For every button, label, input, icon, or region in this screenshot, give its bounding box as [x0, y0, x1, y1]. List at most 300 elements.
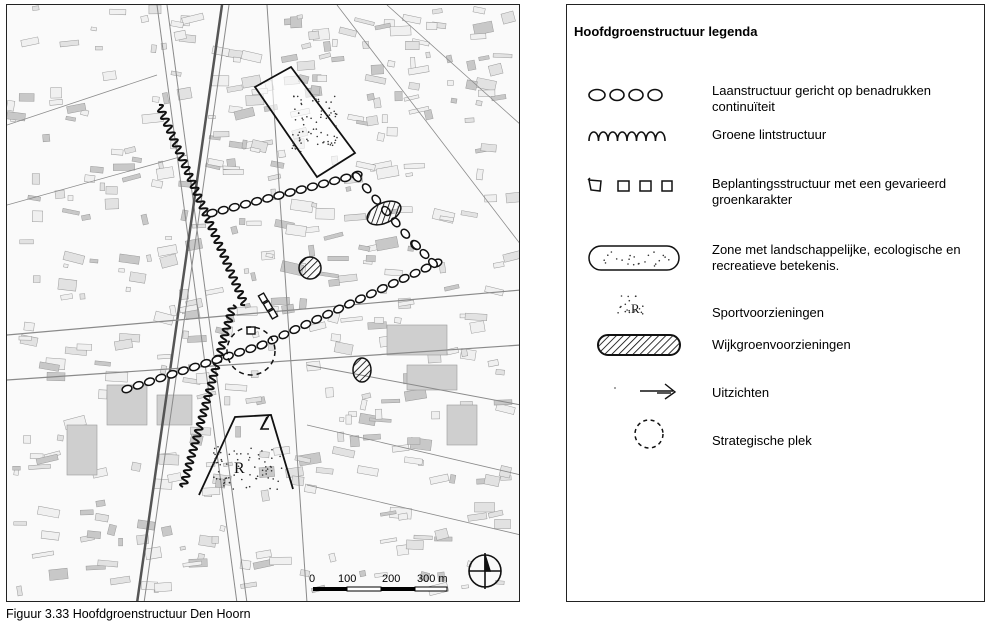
building-block	[449, 474, 455, 483]
building-block	[110, 576, 130, 585]
building-block	[339, 417, 344, 422]
stipple-dot	[214, 454, 216, 456]
building-block	[166, 236, 172, 239]
building-block	[95, 46, 102, 50]
building-block	[506, 192, 520, 203]
sport-icon	[585, 291, 675, 321]
building-block	[346, 415, 352, 424]
building-block	[375, 23, 391, 30]
building-block	[286, 224, 307, 237]
stipple-dot	[316, 136, 318, 138]
stipple-dot	[294, 108, 296, 110]
stipple-dot	[223, 485, 225, 487]
stipple-dot	[249, 457, 251, 459]
stipple-dot	[218, 471, 220, 473]
building-block	[377, 133, 385, 142]
building-block	[229, 141, 244, 149]
building-block	[334, 342, 353, 355]
building-block	[270, 557, 292, 565]
legend-label: Zone met landschappelijke, ecologische en recreatieve betekenis.	[712, 242, 961, 273]
stipple-dot	[628, 310, 630, 312]
scale-label: 300 m	[417, 573, 448, 585]
building-block	[481, 144, 497, 153]
building-block	[493, 262, 504, 269]
building-block	[126, 287, 131, 292]
base-map	[7, 5, 520, 602]
stipple-dot	[248, 459, 250, 461]
stipple-dot	[621, 259, 623, 261]
stipple-dot	[297, 96, 299, 98]
building-block	[404, 388, 427, 401]
avenue-oval	[343, 299, 355, 310]
stipple-dot	[317, 144, 319, 146]
stipple-dot	[308, 131, 310, 133]
stipple-dot	[218, 453, 220, 455]
building-block	[473, 21, 494, 35]
stipple-dot	[320, 114, 322, 116]
stipple-dot	[320, 117, 322, 119]
stipple-dot	[267, 477, 269, 479]
building-block	[278, 150, 286, 158]
building-block	[484, 474, 500, 486]
building-block	[461, 211, 478, 218]
stipple-dot	[257, 475, 259, 477]
arrow-view-icon	[585, 381, 685, 401]
stipple-dot	[214, 448, 216, 450]
stipple-dot	[213, 476, 215, 478]
stipple-dot	[619, 307, 621, 309]
stipple-dot	[333, 111, 335, 113]
stipple-dot	[280, 449, 282, 451]
stipple-dot	[247, 453, 249, 455]
legend-label: Uitzichten	[712, 385, 770, 400]
stipple-dot	[603, 259, 605, 261]
building-block	[390, 26, 411, 36]
building-block	[375, 409, 382, 419]
stipple-dot	[327, 143, 329, 145]
legend-panel	[566, 4, 985, 602]
building-block	[332, 56, 345, 62]
building-block	[231, 226, 238, 234]
stipple-dot	[215, 462, 217, 464]
building-block	[291, 476, 304, 486]
building-block	[358, 245, 370, 251]
building-block	[80, 294, 85, 300]
building-block	[141, 15, 149, 22]
stipple-dot	[313, 128, 315, 130]
avenue-oval	[256, 340, 268, 351]
building-block	[328, 256, 349, 260]
avenue-oval	[329, 176, 340, 185]
building-block	[380, 538, 397, 544]
building-block	[363, 434, 380, 440]
building-block	[475, 502, 495, 512]
stipple-dot	[302, 131, 304, 133]
stipple-dot	[265, 466, 267, 468]
stipple-dot	[300, 151, 302, 153]
building-block	[473, 6, 485, 14]
building-block	[332, 446, 355, 458]
building-block	[503, 250, 520, 263]
stipple-dot	[219, 464, 221, 466]
stipple-dot	[625, 304, 627, 306]
building-block	[240, 582, 256, 589]
avenue-oval	[354, 294, 366, 305]
map-panel	[6, 4, 520, 602]
building-block	[362, 393, 371, 400]
building-block	[220, 525, 226, 531]
scale-label: 100	[338, 573, 357, 585]
avenue-oval	[289, 324, 301, 335]
stipple-dot	[271, 470, 273, 472]
stipple-dot	[310, 118, 312, 120]
building-block	[251, 272, 257, 281]
stipple-dot	[335, 125, 337, 127]
building-block	[241, 50, 262, 63]
stipple-dot	[629, 255, 631, 257]
avenue-oval	[361, 182, 373, 194]
stipple-dot	[625, 311, 627, 313]
building-block	[311, 203, 316, 208]
building-block	[223, 169, 243, 174]
building-block	[19, 93, 34, 101]
building-block	[160, 254, 178, 268]
building-block	[151, 45, 157, 53]
building-block	[49, 568, 68, 580]
avenue-oval	[409, 268, 421, 279]
building-block	[91, 27, 97, 31]
building-block	[447, 81, 453, 86]
stipple-dot	[269, 488, 271, 490]
stipple-dot	[326, 118, 328, 120]
stipple-dot	[262, 474, 264, 476]
svg-text:R: R	[631, 301, 640, 316]
building-block	[398, 513, 408, 520]
building-block	[145, 547, 162, 560]
building-block	[354, 17, 374, 25]
stipple-dot	[261, 450, 263, 452]
stipple-dot	[332, 145, 334, 147]
building-block	[233, 57, 240, 62]
building-block	[212, 536, 219, 543]
building-block	[432, 8, 442, 14]
building-block	[382, 115, 387, 123]
building-block	[260, 451, 270, 458]
stipple-dot	[653, 251, 655, 253]
building-block	[114, 339, 133, 350]
stipple-dot	[223, 479, 225, 481]
stipple-dot	[664, 256, 666, 258]
building-block	[301, 43, 311, 50]
stipple-dot	[299, 140, 301, 142]
avenue-oval	[234, 347, 246, 357]
building-block	[387, 60, 395, 67]
building-block	[146, 255, 151, 262]
stipple-dot	[654, 265, 656, 267]
avenue-oval	[245, 344, 257, 354]
stipple-dot	[221, 459, 223, 461]
stipple-dot	[229, 454, 231, 456]
stipple-dot	[262, 470, 264, 472]
building-block	[290, 199, 313, 212]
avenue-oval	[284, 188, 295, 197]
building-block	[317, 75, 327, 82]
stipple-dot	[330, 144, 332, 146]
building-block	[299, 298, 307, 309]
building-block	[62, 208, 79, 215]
building-block	[323, 41, 331, 51]
building-block	[202, 487, 220, 495]
building-block	[360, 399, 367, 410]
stipple-dot	[628, 258, 630, 260]
stipple-dot	[228, 477, 230, 479]
building-block	[159, 454, 179, 465]
building-block	[187, 335, 206, 342]
stipple-dot	[626, 309, 628, 311]
legend-label: Wijkgroenvoorzieningen	[712, 337, 851, 352]
avenue-oval	[217, 205, 228, 214]
stipple-dot	[249, 486, 251, 488]
building-block	[259, 466, 275, 477]
building-block	[381, 399, 399, 403]
building-block	[209, 115, 216, 118]
building-block	[485, 195, 497, 202]
building-block	[60, 40, 79, 47]
stipple-dot	[258, 454, 260, 456]
stipple-dot	[320, 132, 322, 134]
avenue-oval	[189, 362, 201, 372]
stipple-dot	[295, 148, 297, 150]
building-block	[493, 54, 512, 58]
building-block	[430, 474, 449, 484]
stipple-dot	[629, 300, 631, 302]
building-block	[496, 369, 505, 375]
building-block	[33, 276, 40, 283]
building-block	[23, 436, 30, 444]
stipple-dot	[638, 263, 640, 265]
building-block	[324, 232, 343, 240]
building-block	[465, 118, 474, 123]
building-block	[151, 179, 163, 188]
stipple-dot	[336, 137, 338, 139]
stipple-dot	[303, 124, 305, 126]
building-block	[308, 245, 315, 256]
building-block	[51, 87, 62, 98]
stipple-dot	[316, 128, 318, 130]
building-block	[21, 37, 39, 47]
stipple-dot	[300, 99, 302, 101]
stipple-dot	[220, 452, 222, 454]
stipple-dot	[216, 478, 218, 480]
building-block	[84, 175, 95, 183]
legend-label: Sportvoorzieningen	[712, 305, 825, 320]
building-block	[407, 365, 457, 390]
stipple-dot	[292, 148, 294, 150]
building-block	[141, 214, 149, 225]
building-block	[485, 286, 504, 296]
stipple-dot	[655, 263, 657, 265]
building-block	[431, 411, 439, 419]
building-block	[137, 520, 155, 530]
stipple-dot	[605, 262, 607, 264]
stipple-dot	[213, 452, 215, 454]
building-block	[394, 317, 401, 323]
building-block	[122, 173, 141, 182]
avenue-oval	[240, 200, 251, 209]
stipple-dot	[611, 251, 613, 253]
avenue-oval	[365, 289, 377, 300]
building-block	[162, 92, 169, 104]
stipple-dot	[663, 255, 665, 257]
building-block	[444, 284, 459, 291]
building-block	[174, 30, 187, 40]
building-block	[405, 41, 419, 49]
stipple-dot	[335, 116, 337, 118]
building-block	[402, 14, 421, 24]
building-block	[346, 186, 351, 191]
building-block	[205, 287, 223, 295]
building-block	[387, 127, 397, 136]
stipple-dot	[250, 448, 252, 450]
building-block	[119, 254, 140, 264]
building-block	[158, 354, 171, 359]
building-block	[366, 115, 378, 125]
building-block	[61, 294, 73, 301]
building-block	[375, 236, 398, 250]
stipple-dot	[297, 134, 299, 136]
avenue-oval	[295, 185, 306, 194]
stipple-dot	[241, 479, 243, 481]
stipple-dot	[629, 312, 631, 314]
building-block	[332, 39, 337, 47]
building-block	[468, 513, 487, 522]
building-block	[426, 22, 437, 30]
building-block	[110, 9, 126, 15]
avenue-oval	[211, 355, 223, 365]
building-block	[488, 359, 499, 367]
stipple-dot	[334, 136, 336, 138]
stipple-dot	[293, 145, 295, 147]
building-block	[87, 531, 101, 539]
stipple-dot	[659, 260, 661, 262]
building-block	[67, 425, 97, 475]
building-block	[247, 221, 261, 226]
building-block	[180, 546, 186, 550]
stipple-dot	[644, 261, 646, 263]
stipple-dot	[318, 99, 320, 101]
building-block	[63, 251, 85, 264]
dashed-circle-icon	[585, 417, 685, 451]
avenue-oval	[251, 197, 262, 206]
building-block	[308, 31, 319, 40]
building-block	[58, 278, 77, 291]
building-block	[461, 349, 468, 357]
stipple-dot	[325, 101, 327, 103]
building-block	[470, 321, 485, 334]
wave-line-icon	[585, 127, 675, 147]
building-block	[471, 33, 486, 39]
building-block	[426, 52, 431, 58]
scale-label: 200	[382, 573, 401, 585]
stipple-dot	[310, 133, 312, 135]
building-block	[385, 269, 403, 276]
building-block	[316, 467, 333, 474]
building-block	[476, 100, 483, 106]
stipple-dot	[246, 487, 248, 489]
building-block	[106, 186, 117, 194]
building-block	[129, 272, 146, 284]
stipple-dot	[334, 96, 336, 98]
stipple-dot	[271, 449, 273, 451]
building-block	[446, 347, 458, 355]
stipple-dot	[325, 114, 327, 116]
building-block	[192, 224, 205, 228]
stipple-dot	[328, 108, 330, 110]
stipple-dot	[249, 474, 251, 476]
stipple-dot	[279, 456, 281, 458]
stipple-dot	[329, 114, 331, 116]
building-block	[225, 397, 230, 405]
hatched-ellipse-icon	[585, 331, 685, 359]
stipple-dot	[240, 453, 242, 455]
stipple-dot	[617, 312, 619, 314]
legend-label: Laanstructuur gericht op benadrukken continuïteit	[712, 83, 931, 114]
building-block	[495, 519, 511, 528]
building-block	[98, 390, 107, 399]
stipple-dot	[277, 481, 279, 483]
building-block	[227, 85, 243, 93]
legend-label: Strategische plek	[712, 433, 812, 448]
sport-marker: R	[234, 460, 245, 477]
dotted-zone-icon	[585, 242, 685, 274]
stipple-dot	[298, 112, 300, 114]
stipple-dot	[213, 463, 215, 465]
building-block	[113, 164, 134, 171]
building-block	[90, 166, 103, 173]
sport-area-north	[255, 67, 355, 177]
building-block	[225, 384, 247, 391]
avenue-oval	[318, 179, 329, 188]
building-block	[406, 540, 423, 550]
building-block	[366, 255, 375, 262]
stipple-dot	[642, 305, 644, 307]
building-block	[476, 169, 483, 180]
legend-title: Hoofdgroenstructuur legenda	[574, 24, 758, 39]
building-block	[501, 11, 516, 24]
building-block	[119, 538, 123, 546]
building-block	[236, 426, 241, 437]
building-block	[167, 473, 181, 483]
stipple-dot	[264, 461, 266, 463]
stipple-dot	[300, 142, 302, 144]
scale-label: 0	[309, 573, 316, 585]
stipple-dot	[633, 256, 635, 258]
building-block	[19, 336, 32, 340]
stipple-dot	[233, 488, 235, 490]
building-block	[447, 405, 477, 445]
building-block	[310, 85, 320, 95]
stipple-dot	[321, 110, 323, 112]
building-block	[154, 582, 171, 592]
stipple-dot	[315, 98, 317, 100]
building-block	[365, 74, 386, 84]
building-block	[479, 55, 490, 60]
stipple-dot	[229, 482, 231, 484]
building-block	[341, 316, 363, 322]
stipple-dot	[299, 137, 301, 139]
building-block	[24, 322, 35, 331]
building-block	[20, 240, 34, 244]
